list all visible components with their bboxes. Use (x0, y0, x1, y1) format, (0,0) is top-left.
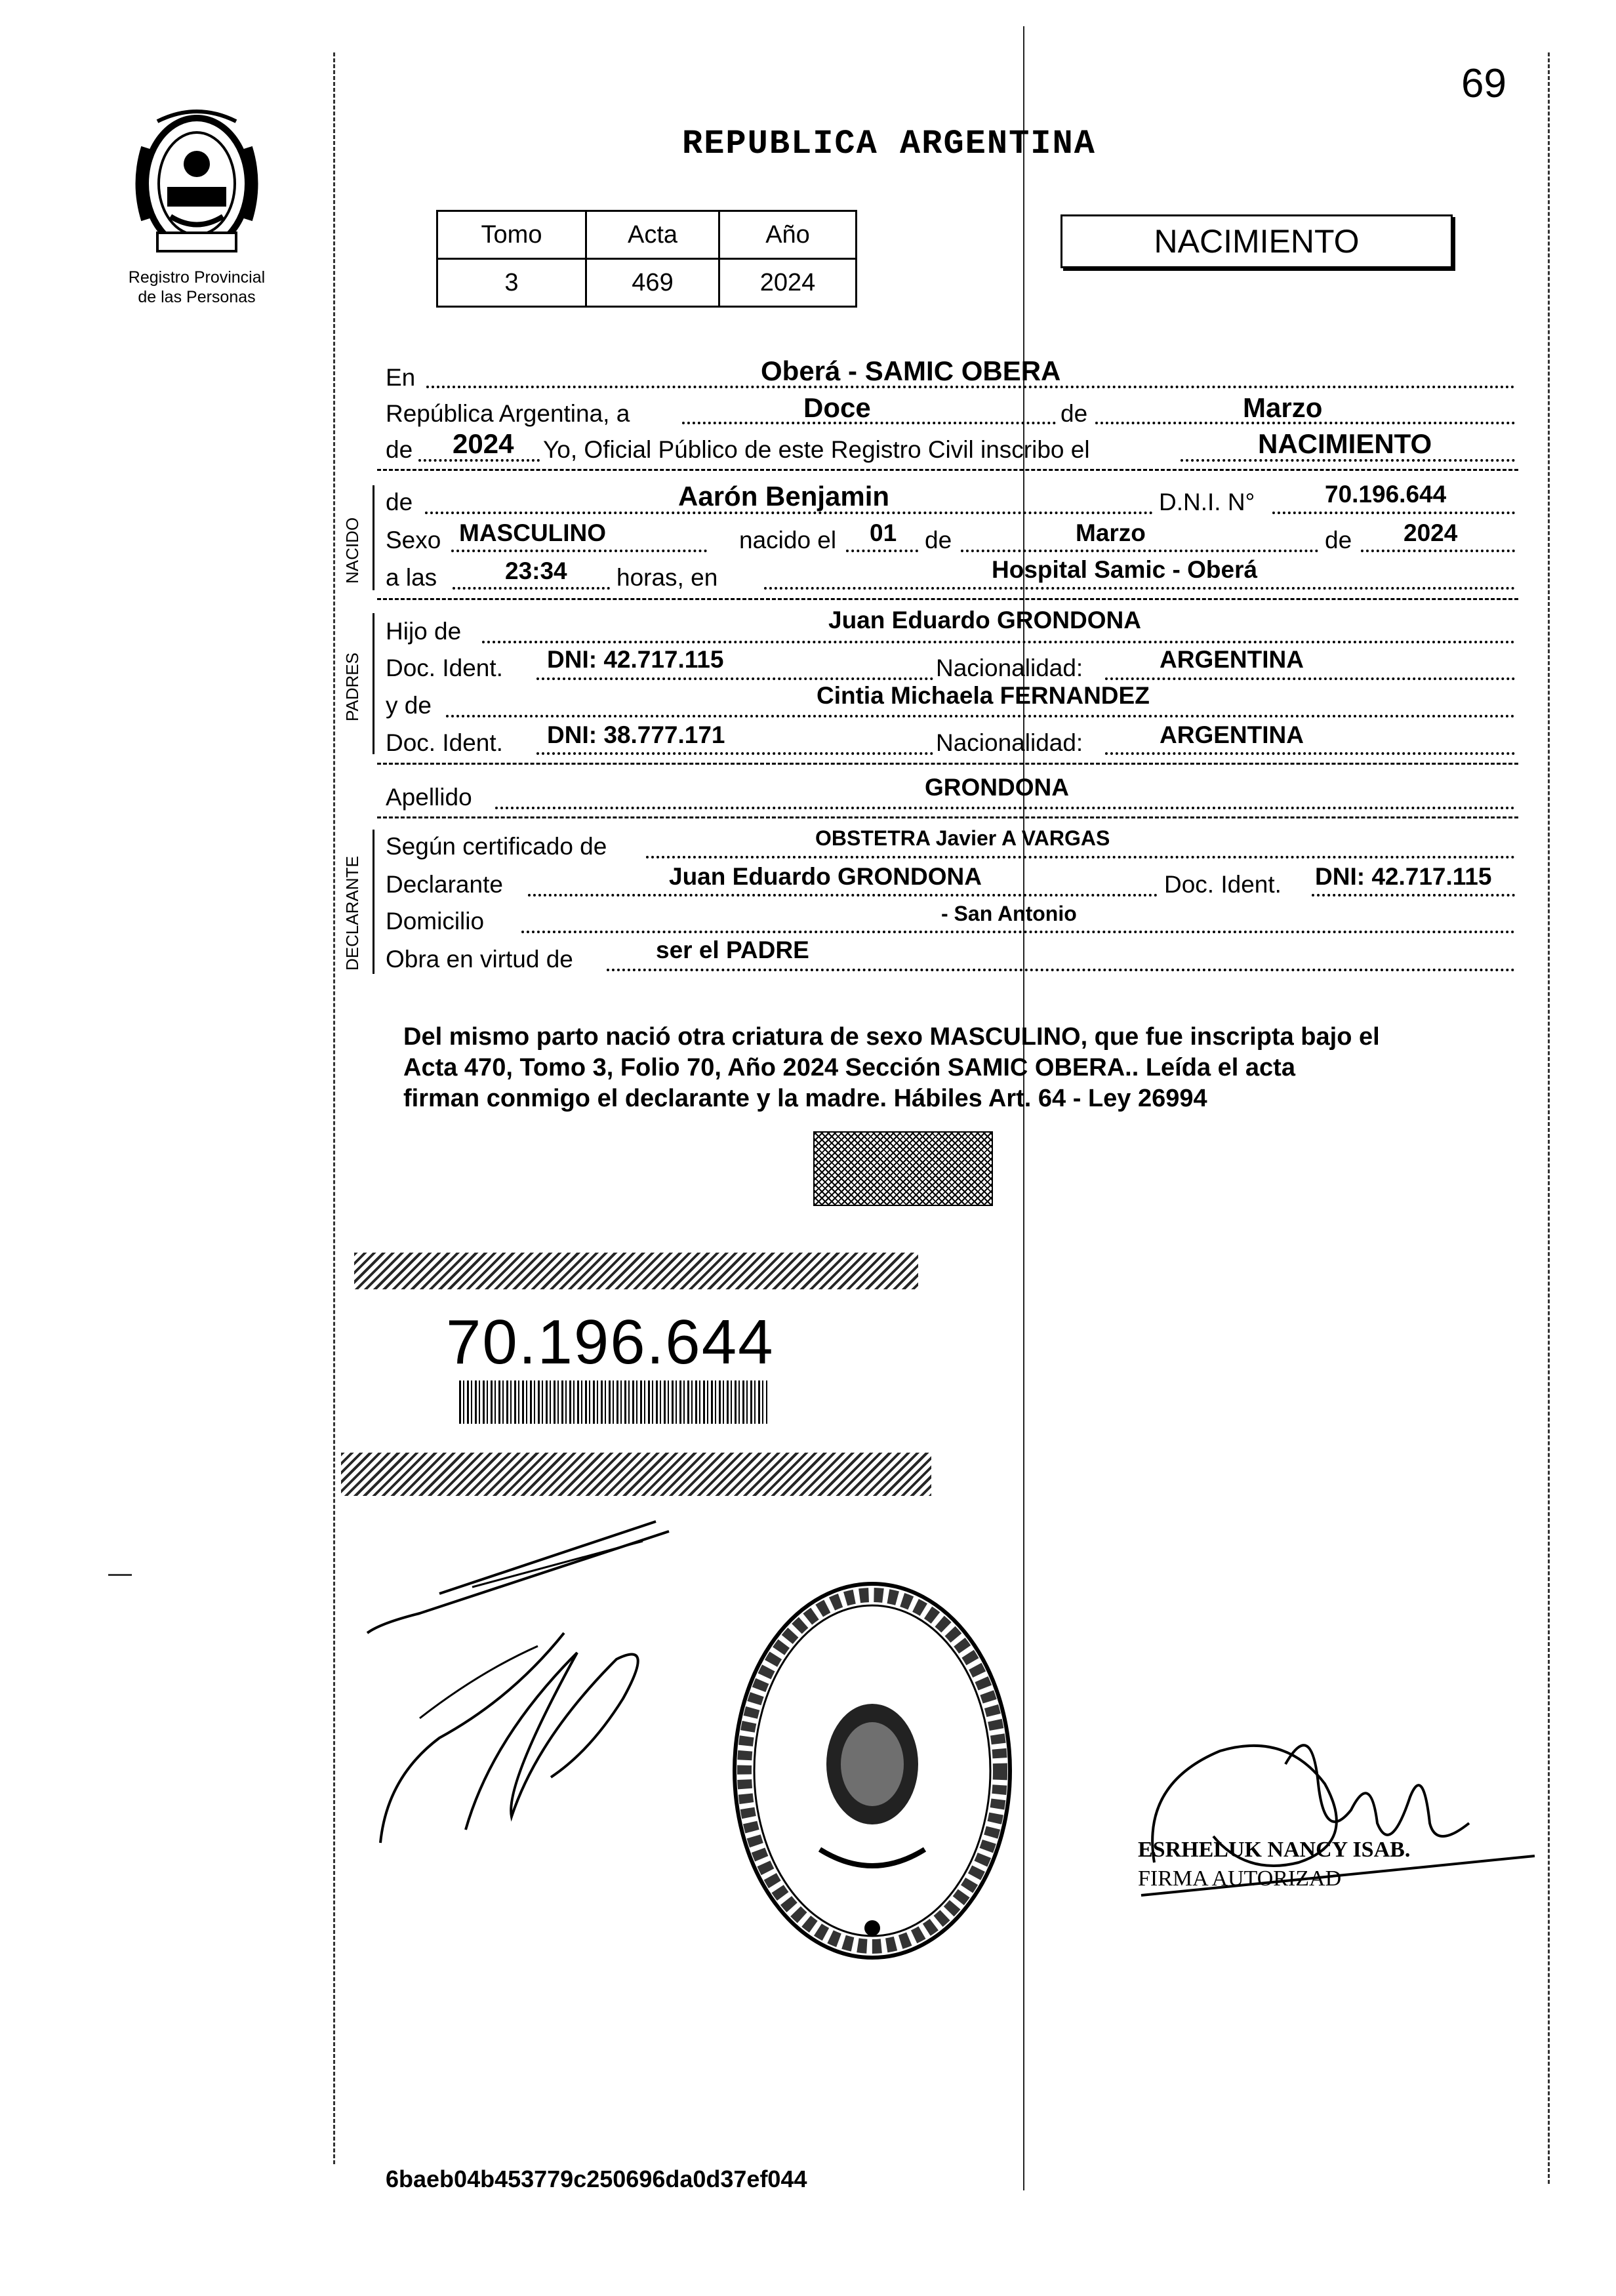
sexo-value: MASCULINO (459, 519, 607, 546)
nacido-mes-value: Marzo (1076, 519, 1146, 546)
signature-stamp-title: FIRMA AUTORIZAD (1138, 1866, 1342, 1891)
dotted-line (1105, 752, 1515, 755)
dotted-line (453, 587, 610, 590)
de-label: de (386, 436, 413, 463)
left-margin-line (333, 52, 335, 2164)
note-line: Del mismo parto nació otra criatura de sexo MASCULINO, que fue inscripta bajo el (403, 1023, 1380, 1051)
a-las-label: a las (386, 564, 437, 591)
record-table-header: Año (719, 211, 857, 259)
section-divider (377, 816, 1518, 818)
security-pattern-stamp (813, 1131, 993, 1206)
declarante-value: Juan Eduardo GRONDONA (669, 863, 982, 890)
madre-nacionalidad-value: ARGENTINA (1160, 721, 1304, 748)
lugar-nacimiento-value: Hospital Samic - Oberá (992, 556, 1258, 583)
dotted-line (646, 856, 1515, 858)
record-table-cell: 469 (586, 259, 719, 307)
dotted-line (521, 931, 1515, 933)
obra-value: ser el PADRE (656, 937, 809, 963)
padre-value: Juan Eduardo GRONDONA (828, 607, 1141, 634)
record-table-header: Tomo (437, 211, 586, 259)
authorized-signature (1115, 1692, 1541, 1941)
horas-en-label: horas, en (616, 564, 718, 591)
declarante-label: Declarante (386, 871, 503, 898)
record-table-value-row (437, 259, 857, 307)
certificado-label: Según certificado de (386, 833, 607, 860)
dotted-line (961, 550, 1318, 552)
dni-label: D.N.I. N° (1159, 489, 1255, 515)
note-line: firman conmigo el declarante y la madre. Hábiles Art. 64 - Ley 26994 (403, 1085, 1207, 1112)
record-table-header-row (437, 211, 857, 259)
registry-name-line1: Registro Provincial (128, 268, 266, 287)
right-margin-line (1548, 52, 1550, 2184)
dotted-line (528, 894, 1158, 896)
domicilio-label: Domicilio (386, 908, 485, 935)
de-label: de (1325, 527, 1352, 554)
dia-value: Doce (803, 392, 871, 423)
dotted-line (495, 807, 1515, 809)
dotted-line (846, 550, 918, 552)
sticker-pattern-bottom (341, 1453, 931, 1496)
nombre-value: Aarón Benjamin (678, 481, 890, 512)
de-label: de (1060, 400, 1088, 427)
note-paragraph (403, 1022, 1518, 1114)
yo-label: Yo, Oficial Público de este Registro Civil inscribo el (543, 436, 1090, 463)
apellido-label: Apellido (386, 784, 472, 811)
registry-name-line2: de las Personas (138, 288, 256, 306)
sticker-pattern-top (354, 1253, 918, 1289)
dotted-line (1361, 550, 1515, 552)
dotted-line (607, 969, 1515, 971)
dotted-line (1105, 677, 1515, 680)
record-type-box (1060, 214, 1453, 268)
declarante-doc-value: DNI: 42.717.115 (1315, 863, 1492, 890)
mes-value: Marzo (1243, 392, 1323, 423)
doc-ident-label: Doc. Ident. (386, 655, 503, 681)
side-label-declarante: DECLARANTE (342, 856, 362, 971)
nacido-dia-value: 01 (870, 519, 897, 546)
hash-code: 6baeb04b453779c250696da0d37ef044 (386, 2165, 807, 2192)
nacionalidad-label: Nacionalidad: (936, 729, 1083, 756)
nacionalidad-label: Nacionalidad: (936, 655, 1083, 681)
nacido-anio-value: 2024 (1404, 519, 1458, 546)
tipo-value: NACIMIENTO (1258, 428, 1432, 459)
dotted-line (764, 587, 1515, 590)
en-label: En (386, 364, 416, 391)
dotted-line (536, 752, 933, 755)
record-table (436, 210, 857, 308)
de-label: de (925, 527, 952, 554)
dni-sticker (341, 1253, 931, 1502)
record-table-cell: 3 (437, 259, 586, 307)
apellido-value: GRONDONA (925, 774, 1069, 801)
domicilio-value: - San Antonio (941, 902, 1077, 925)
padre-nacionalidad-value: ARGENTINA (1160, 646, 1304, 673)
side-label-nacido: NACIDO (342, 517, 362, 584)
sticker-number: 70.196.644 (446, 1307, 775, 1377)
de-label: de (386, 489, 413, 515)
obra-label: Obra en virtud de (386, 946, 573, 973)
provincial-seal-logo (131, 108, 262, 259)
madre-doc-value: DNI: 38.777.171 (547, 721, 725, 748)
doc-ident-label: Doc. Ident. (386, 729, 503, 756)
dotted-line (451, 550, 707, 552)
section-divider (377, 763, 1518, 765)
note-line: Acta 470, Tomo 3, Folio 70, Año 2024 Sección SAMIC OBERA.. Leída el acta (403, 1054, 1295, 1081)
registry-name (98, 268, 295, 307)
dotted-line (446, 715, 1515, 717)
madre-value: Cintia Michaela FERNANDEZ (817, 682, 1150, 709)
declarante-bracket (373, 830, 374, 974)
signature-stamp-name: ESRHELUK NANCY ISAB. (1138, 1838, 1411, 1862)
signature-stamp (1138, 1838, 1410, 1891)
country-title: REPUBLICA ARGENTINA (682, 125, 1096, 163)
padre-doc-value: DNI: 42.717.115 (547, 646, 724, 673)
nacido-bracket (373, 485, 374, 590)
record-type-label: NACIMIENTO (1154, 223, 1360, 260)
page-number: 69 (1461, 61, 1506, 106)
declarante-doc-label: Doc. Ident. (1164, 871, 1282, 898)
dni-value: 70.196.644 (1325, 481, 1447, 508)
side-label-padres: PADRES (342, 653, 362, 721)
dotted-line (1272, 512, 1515, 514)
anio-value: 2024 (453, 428, 514, 459)
dotted-line (536, 677, 933, 680)
section-divider (377, 598, 1518, 600)
y-de-label: y de (386, 692, 432, 719)
dotted-line (482, 641, 1515, 643)
dotted-line (1312, 894, 1515, 896)
certificado-value: OBSTETRA Javier A VARGAS (815, 826, 1110, 850)
sticker-barcode (459, 1380, 767, 1424)
hora-value: 23:34 (505, 557, 567, 584)
section-divider (377, 469, 1518, 471)
stray-mark (108, 1574, 132, 1576)
hijo-de-label: Hijo de (386, 618, 462, 645)
nacido-el-label: nacido el (739, 527, 837, 554)
republica-label: República Argentina, a (386, 400, 630, 427)
lugar-value: Oberá - SAMIC OBERA (761, 355, 1061, 386)
padres-bracket (373, 613, 374, 754)
record-table-cell: 2024 (719, 259, 857, 307)
sexo-label: Sexo (386, 527, 441, 554)
official-oval-stamp (721, 1574, 1023, 1967)
record-table-header: Acta (586, 211, 719, 259)
